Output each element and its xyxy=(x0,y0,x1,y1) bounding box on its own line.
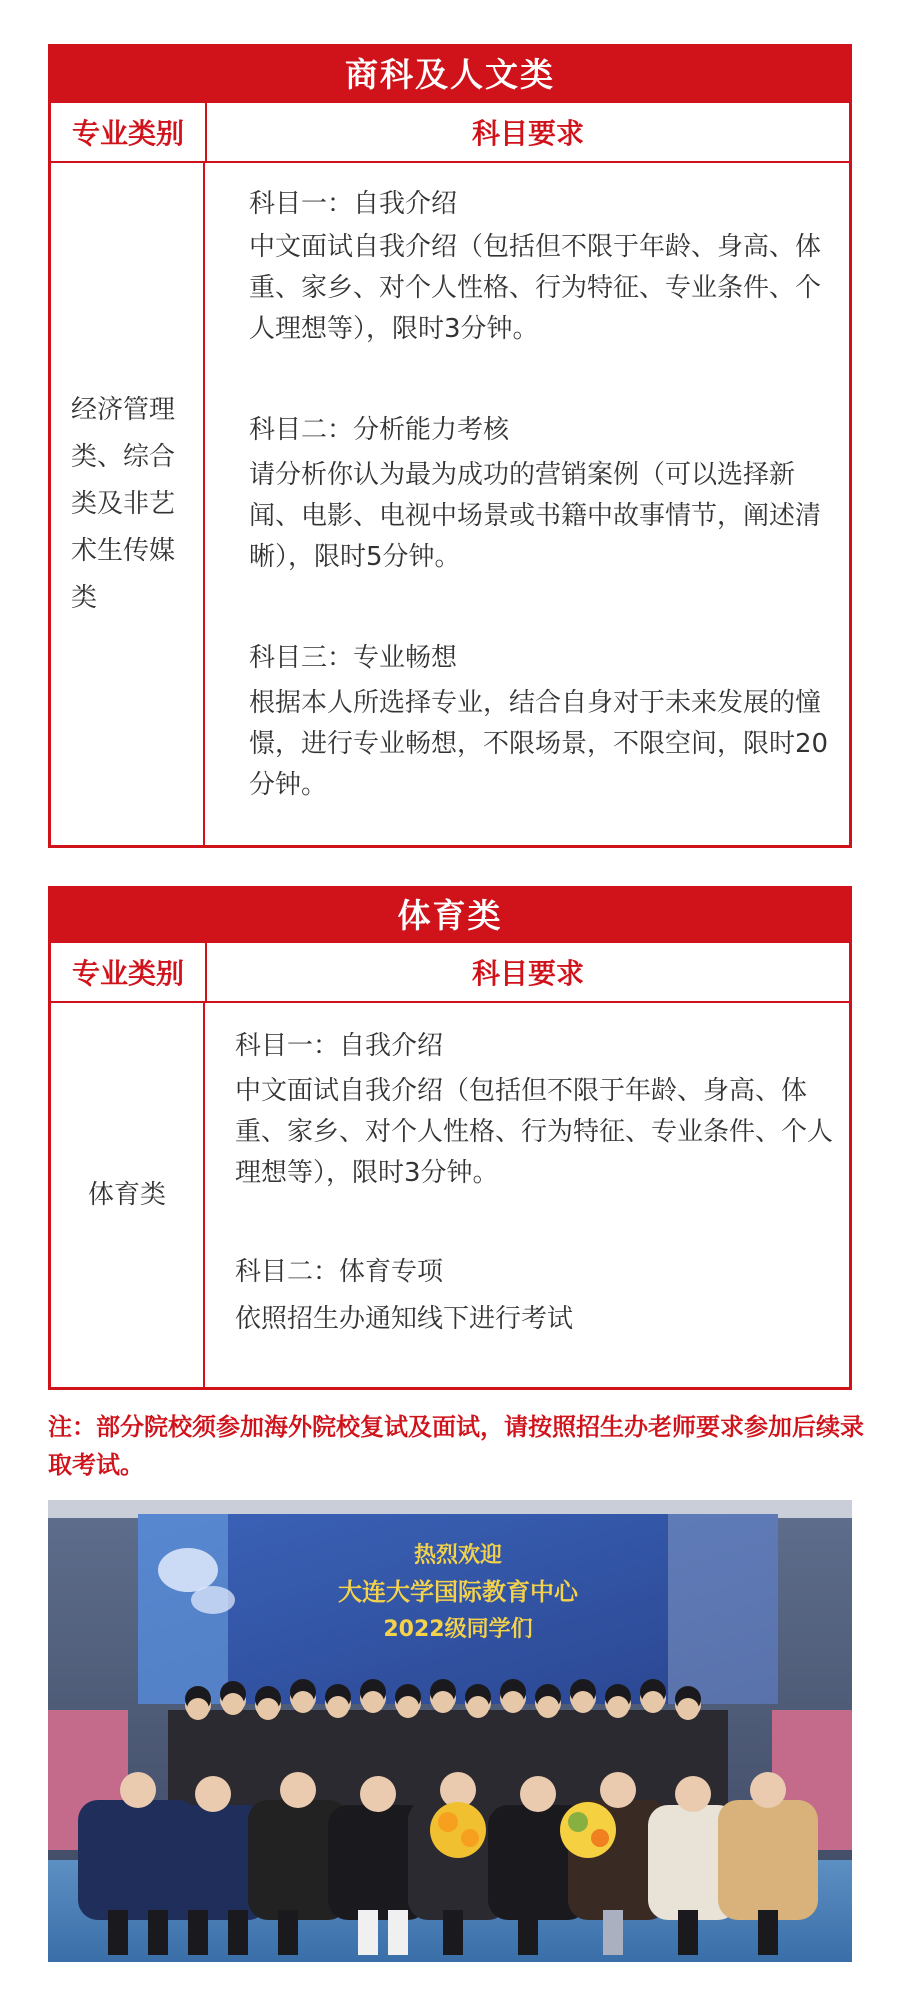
table-title: 商科及人文类 xyxy=(51,47,849,103)
subject-2-desc: 请分析你认为最为成功的营销案例（可以选择新闻、电影、电视中场景或书籍中故事情节，阐述清晰），限时5分钟。 xyxy=(249,460,822,572)
group-photo xyxy=(48,1500,852,1962)
sports-table xyxy=(48,886,852,1390)
banner-line-1: 热烈欢迎 xyxy=(413,1543,503,1568)
subject-1-desc: 中文面试自我介绍（包括但不限于年龄、身高、体重、家乡、对个人性格、行为特征、专业条件、个人理想等），限时3分钟。 xyxy=(235,1076,834,1188)
header-requirements: 科目要求 xyxy=(471,957,584,990)
subject-1-title: 科目一：自我介绍 xyxy=(249,189,458,219)
header-category: 专业类别 xyxy=(51,103,207,161)
requirements-cell xyxy=(205,163,849,845)
category-cell xyxy=(51,163,205,845)
banner-line-3: 2022级同学们 xyxy=(383,1617,533,1642)
header-category: 专业类别 xyxy=(51,943,207,1001)
category-cell xyxy=(51,1003,205,1387)
category-text: 体育类 xyxy=(87,1179,166,1210)
table-body-row xyxy=(51,1003,849,1387)
table-header-row xyxy=(51,103,849,163)
subject-2-desc: 依照招生办通知线下进行考试 xyxy=(235,1304,574,1334)
table-header-row xyxy=(51,943,849,1003)
subject-2-title: 科目二：体育专项 xyxy=(235,1257,444,1287)
header-requirements: 科目要求 xyxy=(471,117,584,150)
business-humanities-table xyxy=(48,44,852,848)
subject-3-title: 科目三：专业畅想 xyxy=(249,643,458,673)
subject-1-desc: 中文面试自我介绍（包括但不限于年龄、身高、体重、家乡、对个人性格、行为特征、专业条件、个人理想等），限时3分钟。 xyxy=(249,232,822,344)
table-body-row xyxy=(51,163,849,845)
subject-3-desc: 根据本人所选择专业，结合自身对于未来发展的憧憬，进行专业畅想，不限场景，不限空间，限时20分钟。 xyxy=(249,688,829,800)
footnote: 注：部分院校须参加海外院校复试及面试，请按照招生办老师要求参加后续录取考试。 xyxy=(48,1413,864,1479)
requirements-cell xyxy=(205,1003,849,1387)
subject-1-title: 科目一：自我介绍 xyxy=(235,1031,444,1061)
category-text: 经济管理类、综合类及非艺术生传媒类 xyxy=(71,394,176,613)
table-title: 体育类 xyxy=(51,889,849,943)
group-photo-image xyxy=(48,1500,852,1962)
subject-2-title: 科目二：分析能力考核 xyxy=(249,415,510,445)
banner-line-2: 大连大学国际教育中心 xyxy=(338,1578,578,1606)
